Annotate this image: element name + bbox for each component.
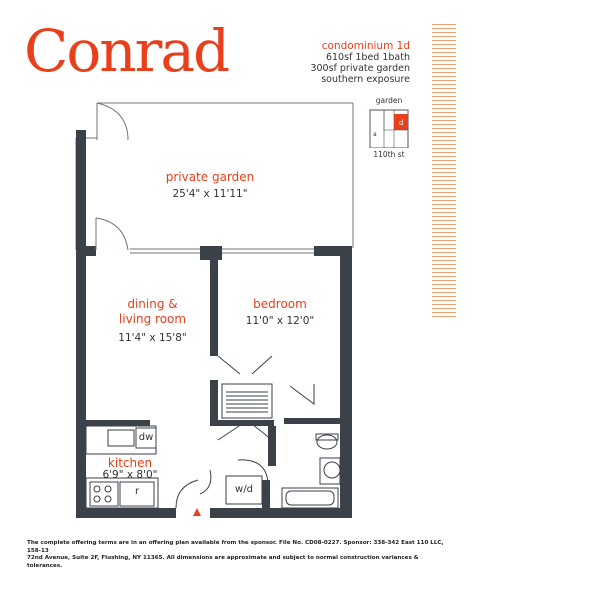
- bedroom-dimensions: 11'0" x 12'0": [245, 315, 315, 327]
- unit-garden: 300sf private garden: [310, 63, 410, 74]
- washer-dryer-label: w/d: [235, 484, 253, 495]
- garden-dimensions: 25'4" x 11'11": [172, 188, 248, 200]
- unit-specs: 610sf 1bed 1bath: [325, 52, 410, 63]
- key-plan-bottom-label: 110th st: [373, 150, 405, 159]
- garden-label: private garden: [165, 170, 255, 184]
- living-room-dimensions: 11'4" x 15'8": [118, 332, 187, 344]
- range-label: r: [134, 486, 140, 497]
- living-room-label: [100, 297, 205, 327]
- key-plan-other-letter: a: [373, 131, 377, 138]
- kitchen-dimensions: 6'9" x 8'0": [102, 469, 158, 481]
- key-plan-top-label: garden: [375, 96, 403, 105]
- entry-marker: [193, 508, 201, 516]
- disclaimer-line2: 72nd Avenue, Suite 2F, Flushing, NY 11365. All dimensions are approximate and subject to normal construction variances & tolerances.: [27, 555, 419, 569]
- brand-logo: Conrad: [24, 17, 229, 85]
- disclaimer-line1: The complete offering terms are in an offering plan available from the sponsor. File No. CD08-0227. Sponsor: 338-342 East 110 LLC, 158-13: [27, 540, 444, 554]
- unit-name: condominium 1d: [321, 40, 410, 52]
- bedroom-label: bedroom: [253, 297, 307, 311]
- dishwasher-label: dw: [138, 432, 154, 443]
- kitchen-label: kitchen: [107, 456, 153, 470]
- disclaimer: [27, 540, 447, 570]
- unit-exposure: southern exposure: [321, 74, 410, 85]
- living-room-label-line2: living room: [118, 312, 187, 326]
- terrace-door-arc: [96, 218, 128, 250]
- garden-door-arc: [97, 103, 128, 140]
- key-plan-unit-letter: d: [399, 119, 404, 127]
- bathroom-fixtures: [176, 434, 340, 508]
- closets: [218, 356, 314, 440]
- living-room-label-line1: dining &: [127, 297, 178, 311]
